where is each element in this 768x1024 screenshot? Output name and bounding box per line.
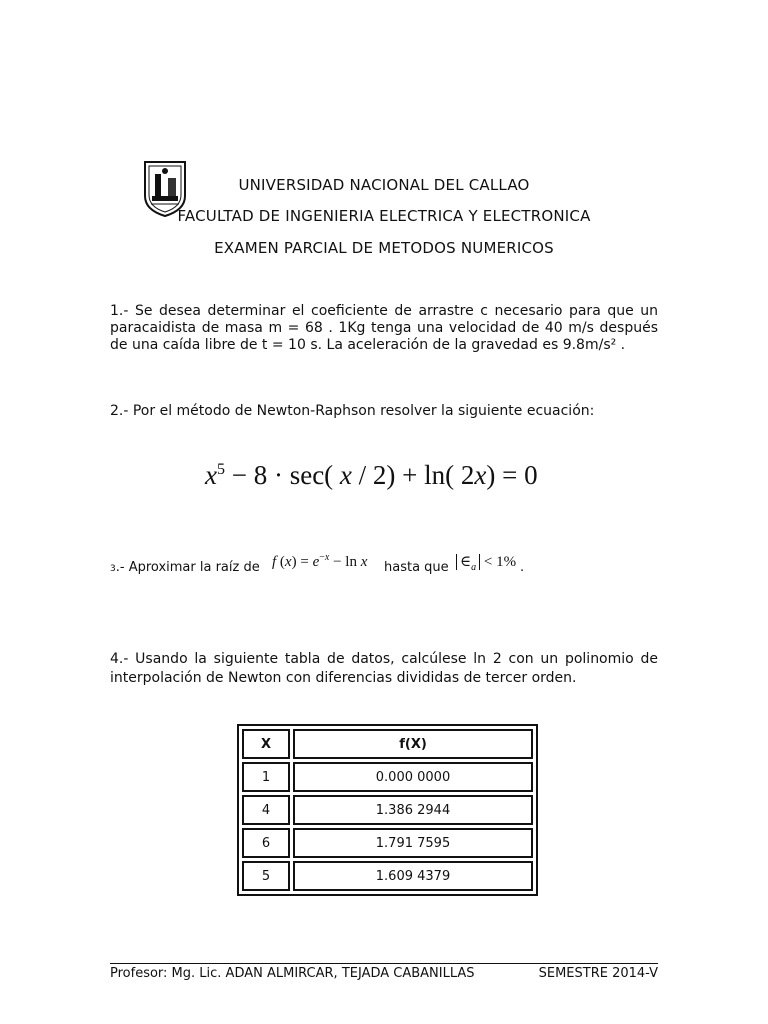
table-row xyxy=(242,762,533,792)
table-header-row xyxy=(242,729,533,759)
cell-x: 1 xyxy=(242,762,290,792)
university-name: UNIVERSIDAD NACIONAL DEL CALLAO xyxy=(238,176,530,194)
cell-fx: 1.791 7595 xyxy=(293,828,533,858)
question-3-middle: hasta que xyxy=(384,560,449,575)
question-3-suffix: . xyxy=(520,560,525,575)
cell-fx: 1.609 4379 xyxy=(293,861,533,891)
cell-x: 6 xyxy=(242,828,290,858)
footer-professor: Profesor: Mg. Lic. ADAN ALMIRCAR, TEJADA CABANILLAS xyxy=(110,966,475,981)
header-x: X xyxy=(242,729,290,759)
cell-x: 4 xyxy=(242,795,290,825)
cell-fx: 0.000 0000 xyxy=(293,762,533,792)
question-3-prefix: 3.- Aproximar la raíz de xyxy=(110,560,260,575)
question-4-text: 4.- Usando la siguiente tabla de datos, calcúlese ln 2 con un polinomio de interpolación de Newton con diferencias divididas de tercer orden. xyxy=(110,651,658,686)
footer-semester: SEMESTRE 2014-V xyxy=(538,966,658,981)
table-row xyxy=(242,795,533,825)
exam-title: EXAMEN PARCIAL DE METODOS NUMERICOS xyxy=(214,239,554,257)
question-2-text: 2.- Por el método de Newton-Raphson resolver la siguiente ecuación: xyxy=(110,403,595,419)
equation-function: f $(x) = e^{-x} - \ln x$ xyxy=(272,552,368,570)
table-row xyxy=(242,828,533,858)
page-footer xyxy=(110,963,658,981)
data-table xyxy=(237,724,538,896)
cell-fx: 1.386 2944 xyxy=(293,795,533,825)
equation-error-criterion: $\in_a < 1\%$ xyxy=(456,552,516,573)
table-row xyxy=(242,861,533,891)
header-fx: f(X) xyxy=(293,729,533,759)
equation-newton-raphson: $x^5 - 8 \cdot \sec$( x / 2) + ln( 2x) = 0 xyxy=(205,460,538,490)
faculty-name: FACULTAD DE INGENIERIA ELECTRICA Y ELECTRONICA xyxy=(177,207,591,225)
question-1-text: 1.- Se desea determinar el coeficiente de arrastre c necesario para que un paracaidista de masa m = 68 . 1Kg tenga una velocidad de 40 m/s después de una caída libre de t = 10 s. La aceleración de la gravedad es 9.8m/s² . xyxy=(110,303,658,353)
cell-x: 5 xyxy=(242,861,290,891)
